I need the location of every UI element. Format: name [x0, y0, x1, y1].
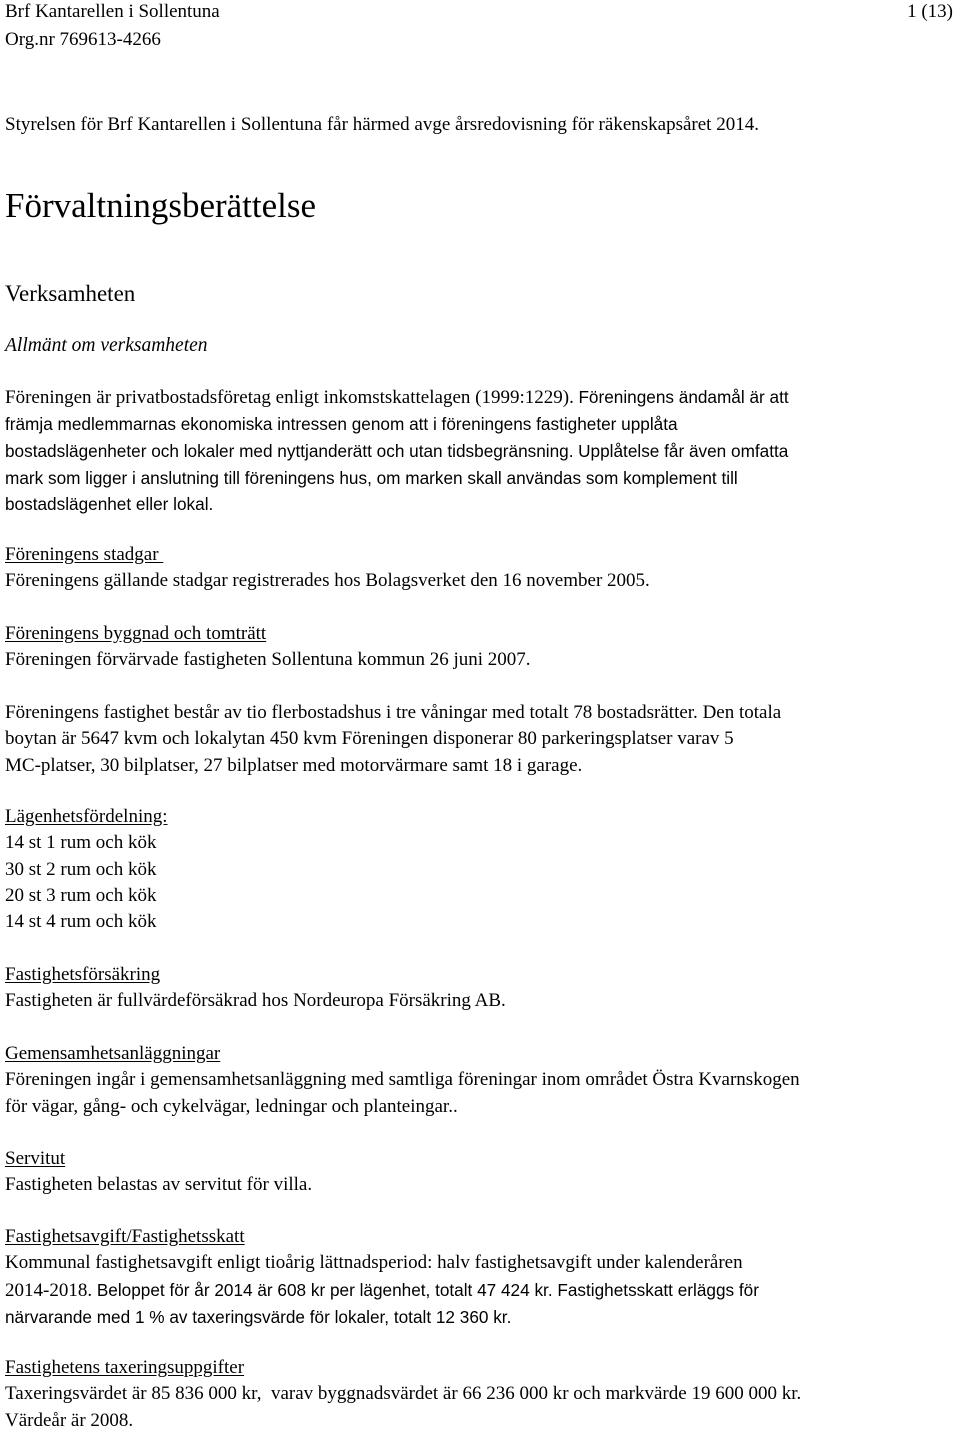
general-line-3b: Upplåtelse får även omfatta: [578, 440, 789, 461]
forsakring-section: [5, 962, 957, 1015]
list-item: 30 st 2 rum och kök: [5, 858, 157, 880]
fastighetsavgift-line-2b: Beloppet för år 2014 är 608 kr per lägenhet, totalt 47 424 kr. Fastighetsskatt erläggs för: [96, 1279, 759, 1300]
org-number: Org.nr 769613-4266: [5, 29, 161, 50]
company-name: Brf Kantarellen i Sollentuna: [5, 1, 220, 22]
general-line-1b: Föreningens ändamål är att: [578, 387, 789, 407]
document-title: Förvaltningsberättelse: [5, 186, 317, 225]
general-line-1a: Föreningen är privatbostadsföretag enligt inkomstskattelagen (1999:1229).: [5, 387, 574, 408]
gemensamhet-line-1: Föreningen ingår i gemensamhetsanläggning med samtliga föreningar inom området Östra Kvarnskogen: [5, 1069, 800, 1091]
fastighet-line-2: boytan är 5647 kvm och lokalytan 450 kvm Föreningen disponerar 80 parkeringsplatser varav 5: [5, 728, 734, 750]
servitut-heading: Servitut: [5, 1148, 66, 1169]
general-line-4: mark som ligger i anslutning till föreningens hus, om marken skall användas som komplement till: [5, 467, 738, 488]
fastighetsavgift-line-3: närvarande med 1 % av taxeringsvärde för lokaler, totalt 12 360 kr.: [5, 1306, 512, 1327]
general-line-3a: bostadslägenheter och lokaler med nyttjanderätt och utan tidsbegränsning.: [5, 440, 574, 461]
list-item: 14 st 1 rum och kök: [5, 832, 157, 854]
general-line-2: främja medlemmarnas ekonomiska intressen genom att i föreningens fastigheter upplåta: [5, 414, 678, 435]
taxering-section: [5, 1355, 957, 1434]
byggnad-text: Föreningen förvärvade fastigheten Sollentuna kommun 26 juni 2007.: [5, 649, 531, 671]
stadgar-text: Föreningens gällande stadgar registrerades hos Bolagsverket den 16 november 2005.: [5, 570, 650, 592]
stadgar-section: [5, 542, 957, 595]
document-page: [5, 0, 957, 1431]
lagenhet-heading: Lägenhetsfördelning:: [5, 806, 168, 827]
fastighetsavgift-section: [5, 1224, 957, 1330]
lagenhet-section: [5, 804, 957, 935]
taxering-line-2: Värdeår är 2008.: [5, 1409, 134, 1431]
gemensamhet-line-2: för vägar, gång- och cykelvägar, ledningar och planteingar..: [5, 1095, 458, 1117]
fastighetsavgift-heading: Fastighetsavgift/Fastighetsskatt: [5, 1226, 245, 1247]
byggnad-heading: Föreningens byggnad och tomträtt: [5, 623, 267, 644]
byggnad-section: [5, 621, 957, 674]
page-number: 1 (13): [907, 1, 953, 22]
servitut-section: [5, 1146, 957, 1199]
intro-text: Styrelsen för Brf Kantarellen i Sollentuna får härmed avge årsredovisning för räkenskapsåret 2014.: [5, 114, 759, 135]
fastighetsavgift-line-1: Kommunal fastighetsavgift enligt tioårig lättnadsperiod: halv fastighetsavgift under kalenderåren: [5, 1252, 743, 1274]
fastighet-line-3: MC-platser, 30 bilplatser, 27 bilplatser med motorvärmare samt 18 i garage.: [5, 754, 583, 776]
list-item: 20 st 3 rum och kök: [5, 884, 157, 906]
taxering-line-1: Taxeringsvärdet är 85 836 000 kr, varav byggnadsvärdet är 66 236 000 kr och markvärde 19 600 000 kr.: [5, 1383, 802, 1405]
forsakring-heading: Fastighetsförsäkring: [5, 964, 161, 985]
fastighetsavgift-line-2a: 2014-2018.: [5, 1279, 93, 1301]
forsakring-text: Fastigheten är fullvärdeförsäkrad hos Nordeuropa Försäkring AB.: [5, 990, 506, 1012]
fastighet-line-1a: Föreningens fastighet består av tio flerbostadshus i tre våningar med totalt 78 bostadsrätter.: [5, 702, 698, 723]
general-line-5: bostadslägenhet eller lokal.: [5, 494, 214, 515]
list-item: 14 st 4 rum och kök: [5, 911, 157, 933]
gemensamhet-heading: Gemensamhetsanläggningar: [5, 1043, 221, 1064]
servitut-text: Fastigheten belastas av servitut för villa.: [5, 1174, 313, 1196]
fastighet-line-1b: Den totala: [702, 702, 782, 723]
page-header: [5, 0, 957, 62]
stadgar-heading: Föreningens stadgar: [5, 544, 164, 565]
subsection-heading-allmant: Allmänt om verksamheten: [5, 335, 208, 356]
general-paragraph: [5, 384, 957, 517]
fastighet-paragraph: [5, 700, 957, 779]
section-heading-verksamheten: Verksamheten: [5, 281, 136, 306]
gemensamhet-section: [5, 1041, 957, 1120]
taxering-heading: Fastighetens taxeringsuppgifter: [5, 1357, 245, 1378]
